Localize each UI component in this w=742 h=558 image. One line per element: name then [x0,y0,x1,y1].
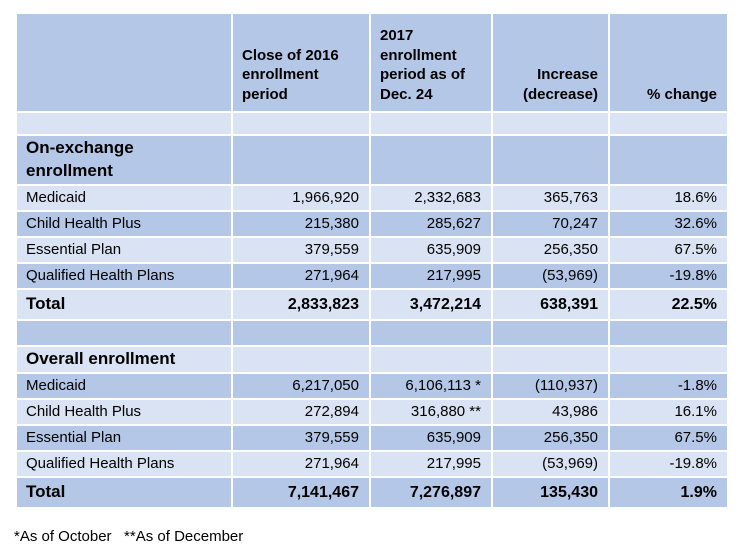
table-row-essential-plan [17,238,727,262]
section-header-row [17,136,727,184]
cell-value: 217,995 [371,452,491,476]
cell-value: 2,332,683 [371,186,491,210]
total-value: 135,430 [493,478,608,507]
column-header-2017: 2017 enrollment period as of Dec. 24 [371,14,491,111]
cell-value: (53,969) [493,452,608,476]
total-label: Total [17,478,231,507]
cell-value: 215,380 [233,212,369,236]
table-row-medicaid-overall [17,374,727,398]
cell-value: 32.6% [610,212,727,236]
cell-value: -1.8% [610,374,727,398]
cell-value: (110,937) [493,374,608,398]
section-header-label: Overall enrollment [26,349,176,369]
total-label: Total [17,290,231,319]
blank-row [17,113,727,134]
total-value: 7,141,467 [233,478,369,507]
cell-value: (53,969) [493,264,608,288]
table-row-medicaid [17,186,727,210]
total-value: 22.5% [610,290,727,319]
cell-value: 217,995 [371,264,491,288]
cell-value: 6,217,050 [233,374,369,398]
cell-value: -19.8% [610,452,727,476]
cell-value: 43,986 [493,400,608,424]
column-header-empty [17,14,231,111]
table-row-qualified-health-plans [17,264,727,288]
cell-value: 285,627 [371,212,491,236]
total-value: 638,391 [493,290,608,319]
cell-value: 635,909 [371,426,491,450]
column-header-pct-change: % change [610,14,727,111]
row-label: Qualified Health Plans [17,452,231,476]
row-label: Medicaid [17,374,231,398]
cell-value: 16.1% [610,400,727,424]
header-row [17,14,727,111]
cell-value: 6,106,113 * [371,374,491,398]
cell-value: 271,964 [233,264,369,288]
spacer-row [17,321,727,345]
total-row-on-exchange [17,290,727,319]
cell-value: 70,247 [493,212,608,236]
row-label: Child Health Plus [17,212,231,236]
section-header-overall [17,347,231,372]
row-label: Qualified Health Plans [17,264,231,288]
cell-value: -19.8% [610,264,727,288]
cell-value: 379,559 [233,426,369,450]
cell-value: 18.6% [610,186,727,210]
column-header-increase: Increase (decrease) [493,14,608,111]
cell-value: 1,966,920 [233,186,369,210]
row-label: Medicaid [17,186,231,210]
cell-value: 271,964 [233,452,369,476]
cell-value: 67.5% [610,426,727,450]
enrollment-table [15,12,729,509]
total-value: 2,833,823 [233,290,369,319]
table-row-child-health-plus [17,212,727,236]
table-row-child-health-plus-overall [17,400,727,424]
row-label: Essential Plan [17,238,231,262]
row-label: Essential Plan [17,426,231,450]
column-header-2016: Close of 2016 enrollment period [233,14,369,111]
cell-value: 67.5% [610,238,727,262]
cell-value: 256,350 [493,426,608,450]
total-value: 7,276,897 [371,478,491,507]
total-row-overall [17,478,727,507]
cell-value: 635,909 [371,238,491,262]
row-label: Child Health Plus [17,400,231,424]
section-header-label: On-exchange enrollment [26,138,134,180]
cell-value: 272,894 [233,400,369,424]
footnote: *As of October **As of December [14,528,244,545]
section-header-row [17,347,727,372]
cell-value: 316,880 ** [371,400,491,424]
section-header-on-exchange [17,136,231,184]
cell-value: 256,350 [493,238,608,262]
table-row-qualified-health-plans-overall [17,452,727,476]
table-row-essential-plan-overall [17,426,727,450]
total-value: 3,472,214 [371,290,491,319]
total-value: 1.9% [610,478,727,507]
cell-value: 365,763 [493,186,608,210]
cell-value: 379,559 [233,238,369,262]
